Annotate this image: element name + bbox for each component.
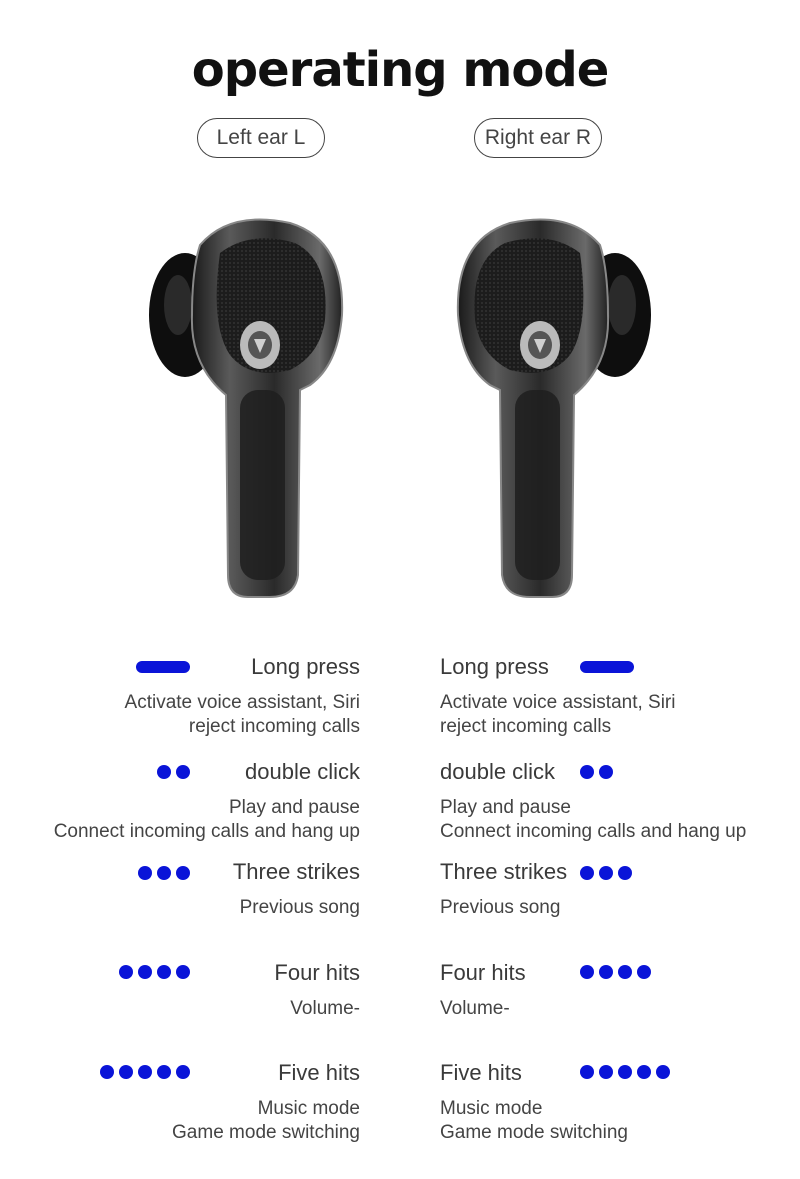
gesture-heading-left: Four hits — [274, 960, 360, 985]
mode-desc-right: Connect incoming calls and hang up — [440, 821, 747, 842]
mode-desc-right: Volume- — [440, 998, 510, 1019]
mode-desc-left: Volume- — [290, 998, 360, 1019]
mode-desc-left: Game mode switching — [172, 1122, 360, 1143]
tap-dot — [157, 965, 171, 979]
tap-dot — [580, 765, 594, 779]
tap-dot — [138, 965, 152, 979]
mode-desc-right: Game mode switching — [440, 1122, 628, 1143]
gesture-heading-right: Five hits — [440, 1060, 522, 1085]
tap-dot — [176, 1065, 190, 1079]
three-strikes-marker-right — [580, 866, 632, 880]
press-bar — [136, 661, 190, 673]
left-earbud-image — [140, 205, 360, 605]
four-hits-marker-right — [580, 965, 651, 979]
three-strikes-marker-left — [138, 866, 190, 880]
four-hits-marker-left — [119, 965, 190, 979]
long-press-marker-left — [136, 661, 190, 673]
tap-dot — [119, 965, 133, 979]
tap-dot — [176, 765, 190, 779]
tap-dot — [100, 1065, 114, 1079]
tap-dot — [618, 965, 632, 979]
mode-desc-right: Play and pause — [440, 797, 571, 818]
double-click-marker-right — [580, 765, 613, 779]
mode-desc-left: Music mode — [257, 1098, 360, 1119]
tap-dot — [580, 965, 594, 979]
mode-desc-right: Activate voice assistant, Siri — [440, 692, 676, 713]
gesture-heading-left: Five hits — [278, 1060, 360, 1085]
gesture-heading-right: Long press — [440, 654, 549, 679]
long-press-marker-right — [580, 661, 634, 673]
double-click-marker-left — [157, 765, 190, 779]
tap-dot — [599, 965, 613, 979]
mode-desc-right: reject incoming calls — [440, 716, 612, 737]
gesture-heading-left: Long press — [251, 654, 360, 679]
tap-dot — [157, 866, 171, 880]
five-hits-marker-right — [580, 1065, 670, 1079]
tap-dot — [618, 866, 632, 880]
gesture-heading-right: double click — [440, 759, 555, 784]
tap-dot — [138, 866, 152, 880]
tap-dot — [176, 965, 190, 979]
tap-dot — [138, 1065, 152, 1079]
tap-dot — [618, 1065, 632, 1079]
tap-dot — [176, 866, 190, 880]
right-earbud-image — [440, 205, 660, 605]
left-ear-label: Left ear L — [197, 118, 325, 158]
mode-desc-right: Previous song — [440, 897, 561, 918]
tap-dot — [599, 1065, 613, 1079]
tap-dot — [580, 1065, 594, 1079]
gesture-heading-right: Four hits — [440, 960, 526, 985]
tap-dot — [656, 1065, 670, 1079]
mode-desc-left: Previous song — [239, 897, 360, 918]
tap-dot — [157, 1065, 171, 1079]
mode-desc-right: Music mode — [440, 1098, 543, 1119]
gesture-heading-right: Three strikes — [440, 859, 568, 884]
gesture-heading-left: Three strikes — [232, 859, 360, 884]
mode-desc-left: Play and pause — [229, 797, 360, 818]
page-title: operating mode — [191, 42, 609, 98]
tap-dot — [119, 1065, 133, 1079]
tap-dot — [580, 866, 594, 880]
tap-dot — [637, 1065, 651, 1079]
mode-desc-left: Activate voice assistant, Siri — [124, 692, 360, 713]
right-ear-label: Right ear R — [474, 118, 602, 158]
tap-dot — [599, 866, 613, 880]
tap-dot — [157, 765, 171, 779]
gesture-heading-left: double click — [245, 759, 360, 784]
five-hits-marker-left — [100, 1065, 190, 1079]
mode-desc-left: reject incoming calls — [188, 716, 360, 737]
mode-desc-left: Connect incoming calls and hang up — [53, 821, 360, 842]
press-bar — [580, 661, 634, 673]
tap-dot — [599, 765, 613, 779]
tap-dot — [637, 965, 651, 979]
